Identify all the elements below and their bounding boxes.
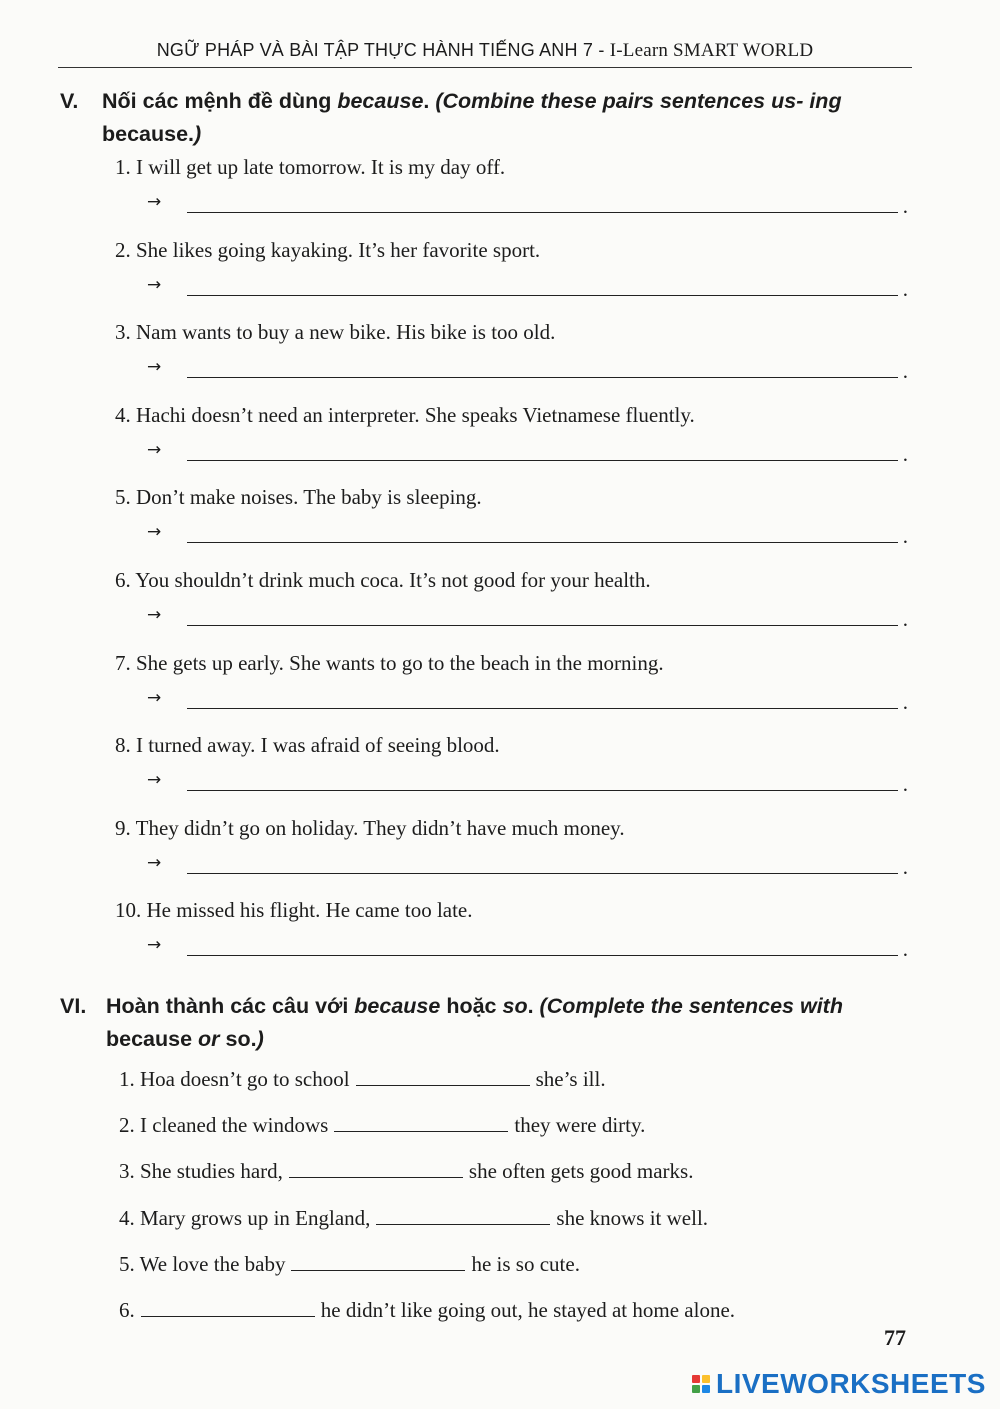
exercise-5-item: 4. Hachi doesn’t need an interpreter. She speaks Vietnamese fluently. [115,402,695,427]
section-6-title-part: because [106,1027,199,1051]
footer-brand [692,1368,986,1400]
end-dot: . [902,359,908,384]
arrow-icon: → [147,852,162,873]
exercise-5-item: 5. Don’t make noises. The baby is sleeping. [115,485,482,510]
exercise-5-item: 8. I turned away. I was afraid of seeing blood. [115,733,500,758]
exercise-5-answer-line[interactable] [147,770,912,798]
end-dot: . [902,194,908,218]
fill-in-blank[interactable] [291,1268,465,1271]
sentence-start: 4. Mary grows up in England, [119,1205,371,1230]
section-5-title-dot: . [423,89,430,113]
section-6-title-part: hoặc [440,994,503,1018]
fill-in-blank[interactable] [376,1222,550,1225]
fill-in-blank[interactable] [289,1175,463,1178]
exercise-5-answer-line[interactable] [147,357,912,385]
exercise-5-answer-line[interactable] [147,192,912,220]
sentence-end: they were dirty. [514,1113,646,1138]
arrow-icon: → [147,192,162,212]
answer-blank[interactable] [187,873,898,874]
sentence-end: he didn’t like going out, he stayed at home alone. [320,1298,736,1322]
exercise-5-item: 10. He missed his flight. He came too late. [115,898,473,923]
sentence-end: she knows it well. [556,1205,709,1230]
section-6-title [60,990,920,1056]
exercise-6-item [119,1067,606,1092]
answer-blank[interactable] [187,295,898,296]
section-6-title-part: or [198,1027,220,1051]
end-dot: . [902,854,908,879]
exercise-5-item: 2. She likes going kayaking. It’s her favorite sport. [115,237,541,262]
exercise-5-answer-line[interactable] [147,522,912,550]
end-dot: . [902,689,908,714]
sentence-start: 6. [119,1298,135,1322]
exercise-5-answer-line[interactable] [147,688,912,716]
answer-blank[interactable] [187,790,898,791]
sentence-start: 2. I cleaned the windows [119,1113,329,1138]
answer-blank[interactable] [187,377,898,378]
sentence-start: 1. Hoa doesn’t go to school [119,1067,350,1091]
exercise-6-item [119,1206,708,1231]
exercise-5-item: 9. They didn’t go on holiday. They didn’t have much money. [115,815,625,840]
sentence-start: 3. She studies hard, [119,1159,283,1184]
section-5-title [60,85,920,151]
sentence-end: she often gets good marks. [468,1159,694,1184]
exercise-6-item [119,1252,580,1277]
exercise-5-item: 6. You shouldn’t drink much coca. It’s not good for your health. [115,568,651,592]
exercise-5-answer-line[interactable] [147,275,912,303]
fill-in-blank[interactable] [334,1129,508,1132]
fill-in-blank[interactable] [356,1083,530,1086]
arrow-icon: → [147,274,162,295]
exercise-6-item [119,1113,645,1138]
section-5-title-close: ) [194,122,202,146]
section-6-title-part: so [502,994,528,1018]
end-dot: . [902,937,908,962]
arrow-icon: → [147,687,162,708]
end-dot: . [902,524,908,549]
exercise-6-item [119,1159,693,1184]
sentence-end: she’s ill. [535,1067,606,1091]
section-5-number: V. [60,89,79,113]
header-series-title: I-Learn SMART WORLD [609,40,814,61]
header-book-title: NGỮ PHÁP VÀ BÀI TẬP THỰC HÀNH TIẾNG ANH 7 - [156,40,610,60]
arrow-icon: → [147,439,162,460]
section-6-number: VI. [60,994,87,1018]
exercise-5-answer-line[interactable] [147,440,912,468]
sentence-end: he is so cute. [471,1251,580,1276]
answer-blank[interactable] [187,542,898,543]
end-dot: . [902,276,908,301]
exercise-5-item: 7. She gets up early. She wants to go to the beach in the morning. [115,650,664,675]
arrow-icon: → [147,522,162,543]
end-dot: . [902,607,908,631]
section-6-title-part: ) [256,1027,264,1051]
page-header [58,40,912,68]
page-number: 77 [884,1325,906,1350]
arrow-icon: → [147,770,162,791]
arrow-icon: → [147,935,162,956]
section-6-title-part: so. [219,1027,257,1051]
liveworksheets-logo-icon [692,1375,710,1393]
exercise-5-answer-line[interactable] [147,605,912,633]
section-6-title-part: because [354,994,441,1018]
section-5-title-vi: Nối các mệnh đề dùng [102,89,338,113]
fill-in-blank[interactable] [141,1314,315,1317]
exercise-5-answer-line[interactable] [147,853,912,881]
section-5-title-keyword: because [337,89,424,113]
exercise-5-answer-line[interactable] [147,935,912,963]
end-dot: . [902,772,908,797]
section-6-title-part: Hoàn thành các câu với [106,994,355,1018]
answer-blank[interactable] [187,625,898,626]
exercise-5-item: 3. Nam wants to buy a new bike. His bike is too old. [115,320,556,345]
section-6-title-part: (Complete the sentences with [539,994,843,1018]
answer-blank[interactable] [187,955,898,956]
exercise-6-item [119,1298,735,1323]
answer-blank[interactable] [187,212,898,213]
exercise-5-item: 1. I will get up late tomorrow. It is my day off. [115,155,506,179]
section-5-title-en: (Combine these pairs sentences us- ing [429,89,842,113]
end-dot: . [902,441,908,466]
arrow-icon: → [147,605,162,625]
section-6-title-part: . [527,994,540,1018]
section-5-title-en-keyword: because. [102,122,195,146]
footer-brand-text: LIVEWORKSHEETS [716,1368,986,1399]
arrow-icon: → [147,357,162,378]
answer-blank[interactable] [187,460,898,461]
sentence-start: 5. We love the baby [119,1251,286,1276]
answer-blank[interactable] [187,708,898,709]
